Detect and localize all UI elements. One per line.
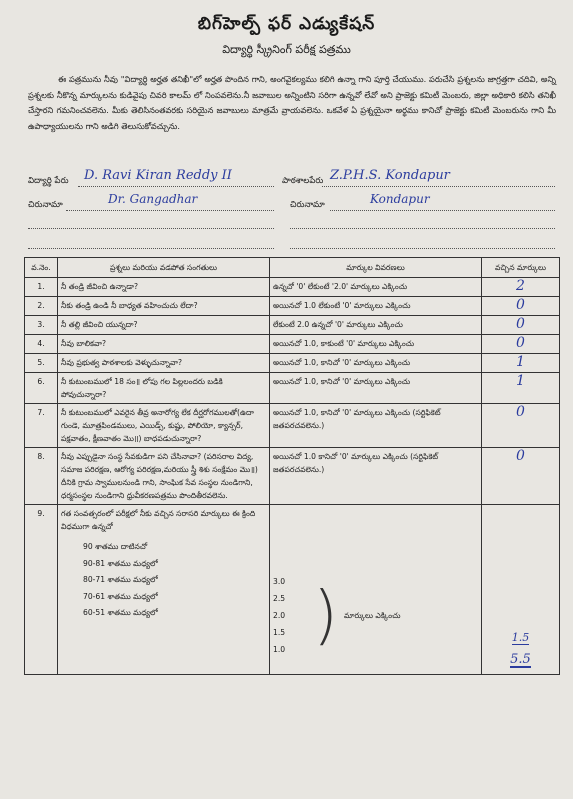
row-rule: అయినచో 1.0, కానిచో '0' మార్కులు ఎక్కించు [270, 373, 482, 404]
percent-band-list [61, 539, 266, 622]
row-number: 8. [25, 448, 58, 505]
row-marks-cell[interactable] [482, 354, 560, 373]
row-marks-cell[interactable] [482, 448, 560, 505]
header-serial: వ.నెం. [25, 258, 58, 278]
row-rule: లేకుంటే 2.0 ఉన్నచో '0' మార్కులు ఎక్కించు [270, 316, 482, 335]
school-name-label: పాఠశాలపేరు [282, 176, 324, 186]
student-name-line [78, 186, 274, 187]
row-question: నీవు ఎప్పుడైనా సంస్థ సేవకుడిగా పని చేసినావా? (పరిసరాల విద్య, సమాజ పరిరక్షణ, ఆరోగ్య పరిరక్షణ,మరియు స్త్రీ శిశు సంక్షేమం మొ॥) దీనికి గ్రామ స్వాములనుండి గాని, సాంఘిక సేవ సంస్థల నుండిగాని, ధర్మసంస్థల నుండిగాని ధ్రువీకరణపత్రము పొందితీరవలెను. [58, 448, 270, 505]
percent-band: 60-51 శాతము మధ్యలో [83, 608, 158, 617]
row-rule: అయినచో 1.0, కానిచో '0' మార్కులు ఎక్కించు [270, 354, 482, 373]
table-row [25, 316, 560, 335]
address-line-left-3 [28, 248, 274, 249]
row-number: 7. [25, 404, 58, 448]
band-points: 3.0 [273, 577, 286, 586]
row9-marks-cell[interactable] [482, 505, 560, 675]
row9-intro: గత సంవత్సరంలో పరీక్షలో నీకు వచ్చిన సరాసరి మార్కులు ఈ క్రింది విధముగా ఉన్నచో [61, 509, 256, 531]
row-question: నీ కుటుంబములో 18 సం॥ లోపు గల పిల్లలందరు బడికి పోవుచున్నారా? [58, 373, 270, 404]
address-line-left-1 [66, 210, 274, 211]
school-name-line [322, 186, 555, 187]
row-marks-cell[interactable] [482, 316, 560, 335]
row-number: 6. [25, 373, 58, 404]
row-marks-cell[interactable] [482, 404, 560, 448]
band-points: 1.5 [273, 628, 286, 637]
percent-band: 90 శాతము దాటినచో [83, 542, 148, 551]
row-rule: అయినచో 1.0 కానిచో '0' మార్కులు ఎక్కించు (సర్టిఫికెట్ జతపరచవలెను.) [270, 448, 482, 505]
row-marks-cell[interactable] [482, 278, 560, 297]
form-title: బిగ్‌హెల్ప్ ఫర్ ఎడ్యుకేషన్ [197, 14, 376, 34]
address-line-left-2 [28, 228, 274, 229]
row-number: 1. [25, 278, 58, 297]
band-points: 2.0 [273, 611, 286, 620]
screening-table [24, 257, 560, 675]
instructions-paragraph: ఈ పత్రమును నీవు "విద్యార్థి అర్హత తనిఖీ"లో అర్హత పొందిన గాని, అంగవైకల్యము కలిగి ఉన్నా గాని పూర్తి చేయుము. పరుచేసి ప్రశ్నలను జాగ్రత్తగా చదివి, అన్ని ప్రశ్నలకు నీకొన్న మార్కులను కుడివైపు చివరి కాలమ్ లో నింపవలెను.నీ జవాబుల అన్నింటిని సరిగా ఉన్నవో లేవో అని ప్రాజెక్టు కమిటీ మెంబరు, జిల్లా అధికారి కలిసి తనిఖీ చేస్తారని గమనించవలెను. మీకు తెలిసినంతవరకు సరియైన జవాబులు మాత్రమే వ్రాయవలెను. ఒకవేళ ఏ ప్రశ్నయైనా అర్థము కానిచో ప్రాజెక్టు కమిటీ మెంబరును గాని మీ ఉపాధ్యాయులను గాని అడిగి తెలుసుకోవచ్చును. [28, 74, 556, 131]
row-marks-cell[interactable] [482, 373, 560, 404]
table-header-row [25, 258, 560, 278]
row-question: నీవు ప్రభుత్వ పాఠశాలకు వెళ్ళుచున్నావా? [58, 354, 270, 373]
row-marks-value: 0 [516, 448, 525, 464]
row-marks-value: 0 [516, 297, 525, 313]
table-row [25, 297, 560, 316]
student-name-label: విద్యార్థి పేరు [28, 176, 69, 186]
address-line-right-3 [290, 248, 555, 249]
row-rule: అయినచో 1.0, కానిచో '0' మార్కులు ఎక్కించు (సర్టిఫికెట్ జతపరచవలెను.) [270, 404, 482, 448]
row-marks-value: 2 [516, 278, 525, 294]
row-number: 5. [25, 354, 58, 373]
table-row [25, 354, 560, 373]
row9-marks-value: 1.5 [511, 631, 530, 644]
points-list [273, 573, 313, 658]
row-question: నీ కుటుంబములో ఎవరైన తీవ్ర అనారోగ్య లేక దీర్ఘరోగములతో(ఉదా గుండె, మూత్రపిండములు, ఎయిడ్స్, కుష్టు, పోలియో, క్యాన్సర్, పక్షవాతం, క్షీణవాతం మొ॥) బాధపడుచున్నారా? [58, 404, 270, 448]
header-question: ప్రశ్నలు మరియు వడపోత సంగతులు [58, 258, 270, 278]
band-points: 2.5 [273, 594, 286, 603]
row-rule: అయినచో 1.0 లేకుంటే '0' మార్కులు ఎక్కించు [270, 297, 482, 316]
row-question: నీ తల్లి జీవించి యున్నదా? [58, 316, 270, 335]
table-row [25, 335, 560, 354]
row-marks-value: 0 [516, 404, 525, 420]
total-marks-value: 5.5 [510, 652, 531, 667]
row-number: 9. [25, 505, 58, 675]
row-question: నీ తండ్రి జీవించి ఉన్నాడా? [58, 278, 270, 297]
student-name-value[interactable]: D. Ravi Kiran Reddy II [84, 168, 232, 183]
header-marks: వచ్చిన మార్కులు [482, 258, 560, 278]
row-rule: ఉన్నచో '0' లేకుంటే '2.0' మార్కులు ఎక్కించు [270, 278, 482, 297]
row-number: 4. [25, 335, 58, 354]
form-subtitle: విద్యార్థి స్క్రీనింగ్ పరీక్ష పత్రము [222, 43, 351, 56]
address-label-left: చిరునామా [28, 200, 63, 210]
school-name-value[interactable]: Z.P.H.S. Kondapur [330, 168, 450, 183]
row-marks-cell[interactable] [482, 297, 560, 316]
address-label-right: చిరునామా [290, 200, 325, 210]
percent-band: 90-81 శాతము మధ్యలో [83, 558, 158, 568]
row-marks-value: 0 [516, 316, 525, 332]
percent-band: 70-61 శాతము మధ్యలో [83, 591, 158, 601]
address-line-right-1 [330, 210, 555, 211]
brace-icon: ) [313, 578, 338, 653]
table-row [25, 404, 560, 448]
row-number: 2. [25, 297, 58, 316]
row-rule: అయినచో 1.0, కాకుంటే '0' మార్కులు ఎక్కించు [270, 335, 482, 354]
row9-rule: మార్కులు ఎక్కించు [343, 611, 401, 620]
row-question: నీకు తండ్రి ఉండి నీ బాధ్యత వహించుచు లేదా? [58, 297, 270, 316]
table-row [25, 278, 560, 297]
band-points: 1.0 [273, 645, 286, 654]
table-row [25, 373, 560, 404]
row-marks-cell[interactable] [482, 335, 560, 354]
row-marks-value: 0 [516, 335, 525, 351]
row9-question [58, 505, 270, 675]
row-number: 3. [25, 316, 58, 335]
row-marks-value: 1 [516, 354, 525, 370]
percent-band: 80-71 శాతము మధ్యలో [83, 575, 158, 584]
row9-rule-cell [270, 505, 482, 675]
row-marks-value: 1 [516, 373, 525, 389]
table-row [25, 448, 560, 505]
header-rule: మార్కుల వివరణలు [270, 258, 482, 278]
address-value-right[interactable]: Kondapur [370, 192, 430, 206]
address-value-left[interactable]: Dr. Gangadhar [108, 192, 198, 206]
table-row-9 [25, 505, 560, 675]
row-question: నీవు బాలికవా? [58, 335, 270, 354]
address-line-right-2 [290, 228, 555, 229]
